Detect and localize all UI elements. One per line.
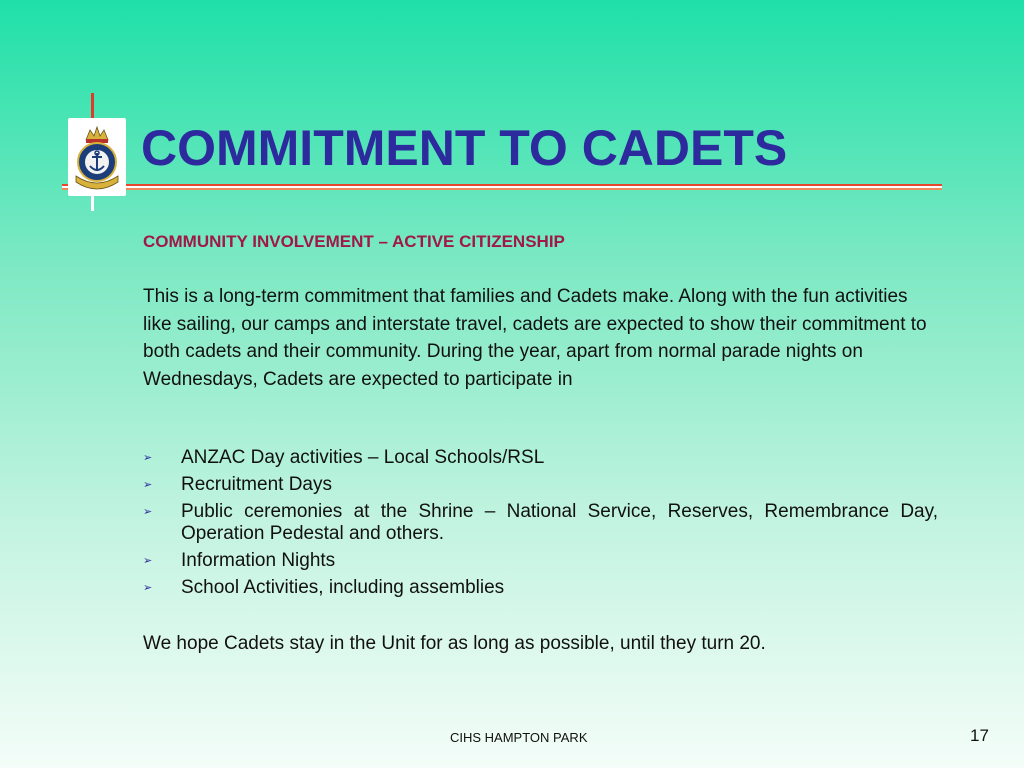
list-item bbox=[143, 447, 938, 469]
slide-subtitle: COMMUNITY INVOLVEMENT – ACTIVE CITIZENSHIP bbox=[143, 232, 565, 251]
list-item-text: Information Nights bbox=[181, 550, 336, 571]
vertical-line-red-segment bbox=[91, 93, 94, 119]
arrow-bullet-icon: ➢ bbox=[143, 582, 153, 594]
arrow-bullet-icon: ➢ bbox=[143, 555, 153, 567]
footer-text: CIHS HAMPTON PARK bbox=[450, 730, 588, 745]
list-item bbox=[143, 577, 938, 599]
list-item bbox=[143, 550, 938, 572]
slide-title: COMMITMENT TO CADETS bbox=[141, 120, 788, 176]
arrow-bullet-icon: ➢ bbox=[143, 506, 153, 518]
activities-list bbox=[143, 447, 938, 604]
page-number: 17 bbox=[970, 726, 989, 745]
list-item-text: ANZAC Day activities – Local Schools/RSL bbox=[181, 447, 545, 468]
intro-paragraph: This is a long-term commitment that families and Cadets make. Along with the fun activities like sailing, our camps and interstate travel, cadets are expected to show their commitment to both cadets and their community. During the year, apart from normal parade nights on Wednesdays, Cadets are expected to participate in bbox=[143, 286, 927, 390]
list-item-text: School Activities, including assemblies bbox=[181, 577, 505, 598]
list-item bbox=[143, 501, 938, 545]
list-item bbox=[143, 474, 938, 496]
arrow-bullet-icon: ➢ bbox=[143, 479, 153, 491]
list-item-text: Recruitment Days bbox=[181, 474, 332, 495]
arrow-bullet-icon: ➢ bbox=[143, 452, 153, 464]
naval-cadets-crest-icon bbox=[68, 118, 126, 196]
list-item-text: Public ceremonies at the Shrine – National Service, Reserves, Remembrance Day, Operation Pedestal and others. bbox=[181, 501, 938, 544]
title-underline bbox=[62, 184, 942, 190]
closing-paragraph: We hope Cadets stay in the Unit for as long as possible, until they turn 20. bbox=[143, 633, 766, 654]
